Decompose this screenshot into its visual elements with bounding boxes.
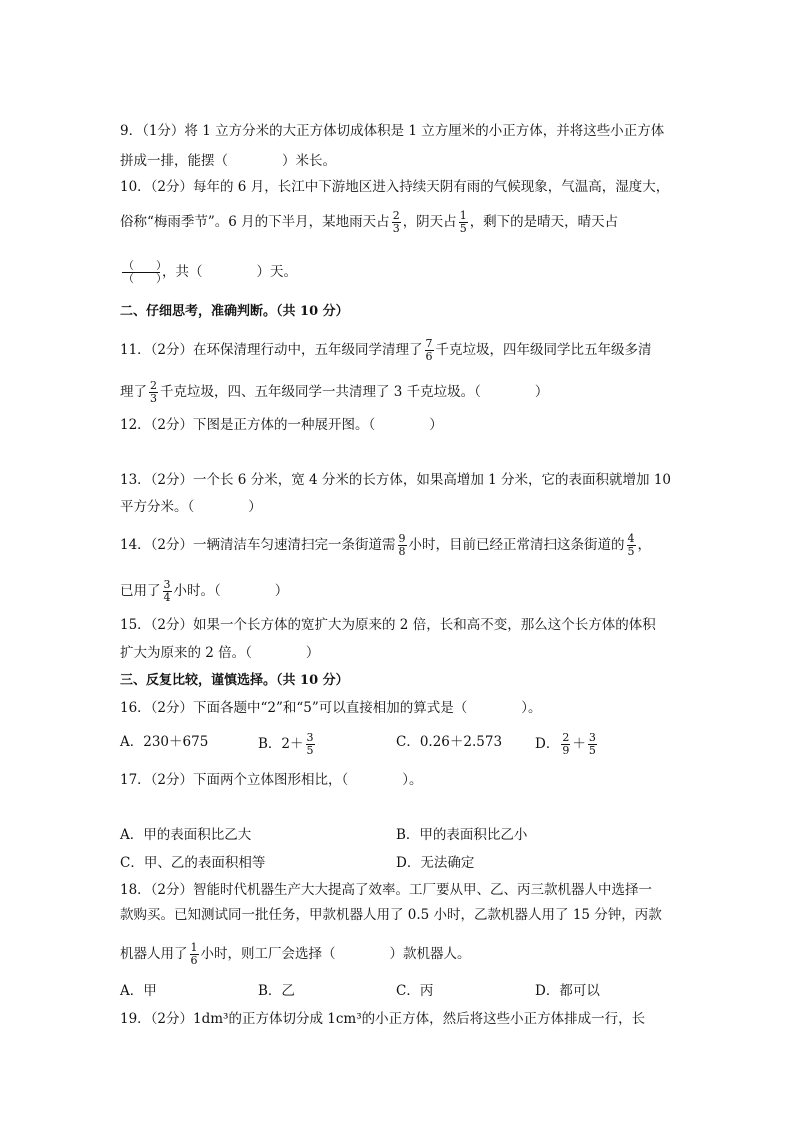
q17-option-c[interactable]: C．甲、乙的表面积相等 (120, 855, 266, 871)
q16-option-a[interactable]: A．230＋675 (120, 734, 209, 750)
fraction: $\frac{2}{3}$ (150, 379, 157, 405)
q18-line3: 机器人用了 $\frac{1}{6}$ 小时，则工厂会选择（ ）款机器人。 (120, 941, 471, 967)
q18-line2: 款购买。已知测试同一批任务，甲款机器人用了 0.5 小时，乙款机器人用了 15 分钟，丙款 (120, 907, 662, 923)
fraction: $\frac{3}{5}$ (588, 731, 596, 757)
q16-stem: 16．（2分）下面各题中“2”和“5”可以直接相加的算式是（ ）。 (120, 700, 542, 716)
q11-line1: 11．（2分）在环保清理行动中，五年级同学清理了 $\frac{7}{6}$ 千克垃圾，四年级同学比五年级多清 (120, 337, 652, 363)
q16-option-b[interactable]: B．2＋ $\frac{3}{5}$ (258, 731, 314, 757)
section-heading-2: 二、仔细思考，准确判断。（共 10 分） (120, 304, 349, 319)
q17-option-b[interactable]: B．甲的表面积比乙小 (396, 827, 528, 843)
fraction: $\frac{2}{9}$ (562, 731, 570, 757)
q9-line2: 拼成一排，能摆（ ）米长。 (120, 153, 336, 169)
fraction: $\frac{1}{5}$ (459, 209, 467, 235)
q10-line3: $\frac{( )}{( )}$ ，共（ ）天。 (123, 259, 297, 285)
q10-line1: 10．（2分）每年的 6 月，长江中下游地区进入持续天阴有雨的气候现象，气温高，湿度大， (120, 179, 670, 195)
q15-line2: 扩大为原来的 2 倍。（ ） (120, 645, 320, 661)
q14-line1: 14．（2分）一辆清洁车匀速清扫完一条街道需 $\frac{9}{8}$ 小时，目前已经正常清扫这条街道的 $\frac{4}{5}$ ， (120, 532, 652, 558)
fraction: $\frac{9}{8}$ (398, 532, 406, 558)
q18-option-a[interactable]: A．甲 (120, 983, 157, 999)
fraction: $\frac{3}{5}$ (306, 731, 314, 757)
q13-line1: 13．（2分）一个长 6 分米，宽 4 分米的长方体，如果高增加 1 分米，它的表面积就增加 10 (120, 472, 672, 488)
q18-line1: 18．（2分）智能时代机器生产大大提高了效率。工厂要从甲、乙、丙三款机器人中选择一 (120, 882, 653, 898)
q18-option-c[interactable]: C．丙 (396, 983, 434, 999)
q15-line1: 15．（2分）如果一个长方体的宽扩大为原来的 2 倍，长和高不变，那么这个长方体的体积 (120, 617, 656, 633)
q14-line2: 已用了 $\frac{3}{4}$ 小时。（ ） (120, 578, 289, 604)
fraction: $\frac{1}{6}$ (190, 941, 198, 967)
q10-line2: 俗称“梅雨季节”。6 月的下半月，某地雨天占 $\frac{2}{3}$ ，阴天占 $\frac{1}{5}$ ，剩下的是晴天，晴天占 (120, 209, 619, 235)
q9-line1: 9．（1分）将 1 立方分米的大正方体切成体积是 1 立方厘米的小正方体，并将这些小正方体 (120, 123, 665, 139)
section-heading-3: 三、反复比较，谨慎选择。（共 10 分） (120, 673, 349, 688)
q19-line1: 19．（2分）1dm³的正方体切分成 1cm³的小正方体，然后将这些小正方体排成一行，长 (120, 1011, 646, 1027)
q17-option-a[interactable]: A．甲的表面积比乙大 (120, 827, 252, 843)
fraction: $\frac{7}{6}$ (425, 337, 433, 363)
q17-stem: 17．（2分）下面两个立体图形相比，（ ）。 (120, 772, 423, 788)
q11-line2: 理了 $\frac{2}{3}$ 千克垃圾，四、五年级同学一共清理了 3 千克垃圾。（ ） (120, 379, 549, 405)
q12-line: 12．（2分）下图是正方体的一种展开图。（ ） (120, 417, 443, 433)
q13-line2: 平方分米。（ ） (120, 499, 262, 515)
q17-option-d[interactable]: D．无法确定 (396, 855, 475, 871)
q18-option-b[interactable]: B．乙 (258, 983, 295, 999)
q16-option-d[interactable]: D． $\frac{2}{9}$ ＋ $\frac{3}{5}$ (535, 731, 596, 757)
blank-fraction[interactable]: $\frac{( )}{( )}$ (123, 259, 167, 285)
fraction: $\frac{3}{4}$ (163, 578, 171, 604)
fraction: $\frac{4}{5}$ (627, 532, 635, 558)
q18-option-d[interactable]: D．都可以 (535, 983, 600, 999)
fraction: $\frac{2}{3}$ (392, 209, 400, 235)
q16-option-c[interactable]: C．0.26＋2.573 (396, 734, 503, 750)
